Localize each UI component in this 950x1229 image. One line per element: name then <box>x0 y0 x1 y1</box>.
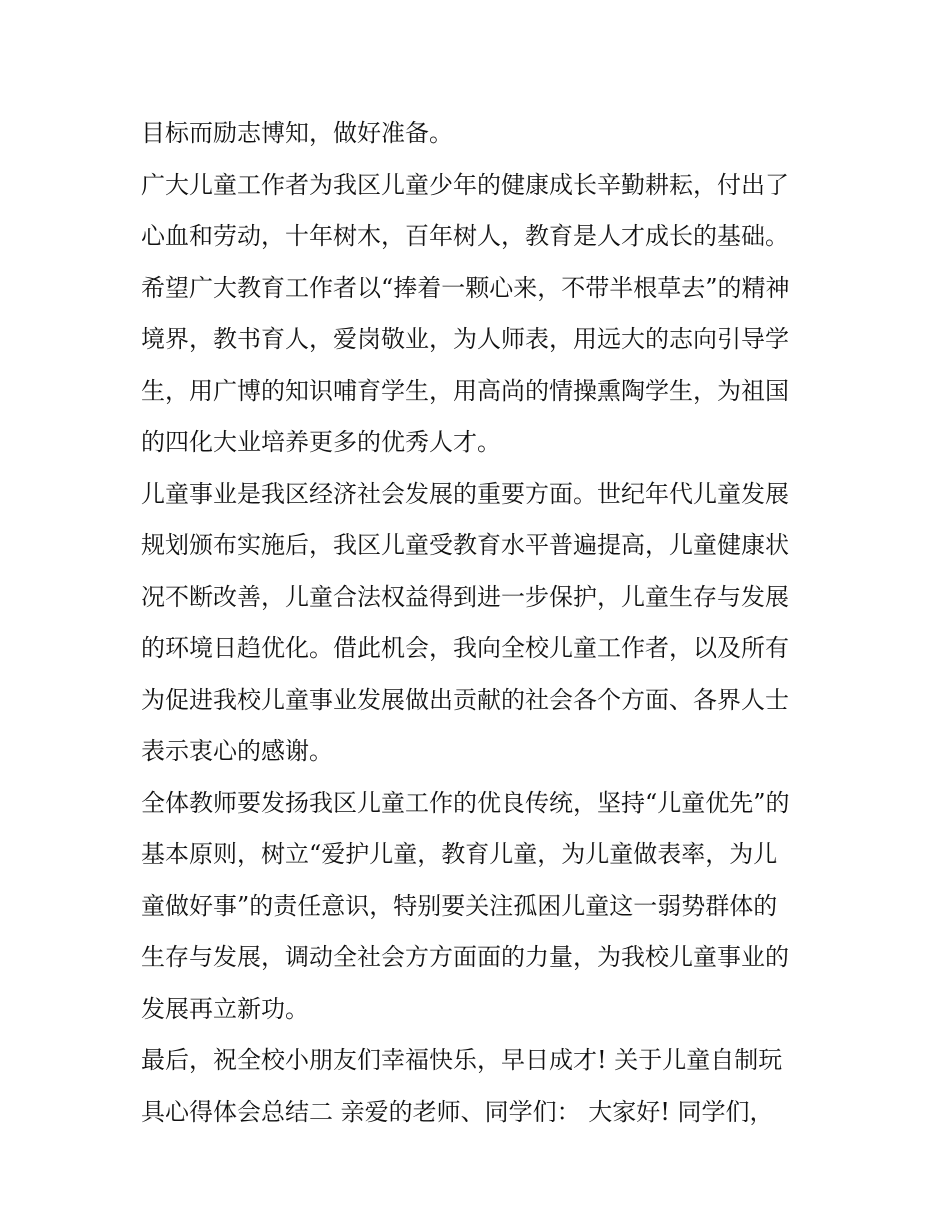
text-line: 童做好事”的责任意识，特别要关注孤困儿童这一弱势群体的 <box>141 891 778 920</box>
text-line: 为促进我校儿童事业发展做出贡献的社会各个方面、各界人士 <box>141 685 789 714</box>
text-line: 的四化大业培养更多的优秀人才。 <box>141 428 501 456</box>
text-line: 境界，教书育人，爱岗敬业，为人师表，用远大的志向引导学 <box>141 325 789 353</box>
text-line: 基本原则，树立“爱护儿童，教育儿童，为儿童做表率，为儿 <box>141 840 778 868</box>
text-line: 规划颁布实施后，我区儿童受教育水平普遍提高，儿童健康状 <box>141 531 789 559</box>
text-line: 全体教师要发扬我区儿童工作的优良传统，坚持“儿童优先”的 <box>141 788 790 817</box>
text-line: 目标而励志博知，做好准备。 <box>141 119 453 147</box>
text-line: 儿童事业是我区经济社会发展的重要方面。世纪年代儿童发展 <box>141 479 789 508</box>
text-line: 最后，祝全校小朋友们幸福快乐，早日成才! 关于儿童自制玩 <box>141 1046 783 1074</box>
text-line: 的环境日趋优化。借此机会，我向全校儿童工作者，以及所有 <box>141 634 789 662</box>
text-line: 广大儿童工作者为我区儿童少年的健康成长辛勤耕耘，付出了 <box>141 170 789 199</box>
text-line: 希望广大教育工作者以“捧着一颗心来，不带半根草去”的精神 <box>141 273 790 302</box>
text-line: 况不断改善，儿童合法权益得到进一步保护，儿童生存与发展 <box>141 582 789 611</box>
text-line: 心血和劳动，十年树木，百年树人，教育是人才成长的基础。 <box>141 222 789 250</box>
text-line: 具心得体会总结二 亲爱的老师、同学们： 大家好! 同学们， <box>141 1097 774 1126</box>
body-text <box>141 108 813 1138</box>
text-line: 发展再立新功。 <box>141 994 309 1023</box>
text-line: 生，用广博的知识哺育学生，用高尚的情操熏陶学生，为祖国 <box>141 376 789 405</box>
text-line: 表示衷心的感谢。 <box>141 737 333 765</box>
text-line: 生存与发展，调动全社会方方面面的力量，为我校儿童事业的 <box>141 943 789 971</box>
